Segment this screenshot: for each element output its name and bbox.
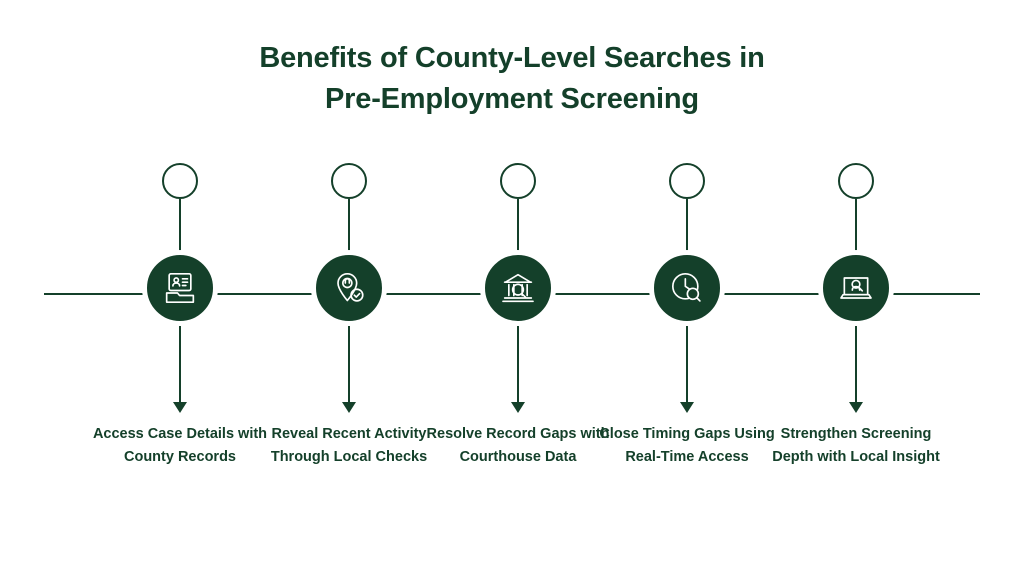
node-stem-up <box>855 199 857 251</box>
clock-search-icon <box>667 268 707 308</box>
node-stem-up <box>517 199 519 251</box>
page-title-line-1: Benefits of County-Level Searches in <box>259 42 765 74</box>
node-label: Reveal Recent Activity Through Local Checks <box>270 426 428 466</box>
node-stem-down <box>179 326 181 404</box>
node-icon-circle[interactable] <box>818 250 894 326</box>
timeline-node-2 <box>259 0 439 576</box>
page-title-line-2: Pre-Employment Screening <box>325 83 699 116</box>
id-card-folder-icon <box>160 268 200 308</box>
node-bubble <box>500 163 536 199</box>
timeline-node-3 <box>428 0 608 576</box>
node-arrow-head <box>511 402 525 413</box>
location-pin-check-icon <box>329 268 369 308</box>
node-label: Close Timing Gaps Using Real-Time Access <box>599 426 775 466</box>
node-label: Resolve Record Gaps with Courthouse Data <box>426 426 610 466</box>
courthouse-search-icon <box>498 268 538 308</box>
node-bubble <box>838 163 874 199</box>
node-arrow-head <box>849 402 863 413</box>
node-icon-circle[interactable] <box>142 250 218 326</box>
node-icon-circle[interactable] <box>311 250 387 326</box>
node-stem-up <box>348 199 350 251</box>
node-icon-circle[interactable] <box>480 250 556 326</box>
node-arrow-head <box>173 402 187 413</box>
node-bubble <box>669 163 705 199</box>
timeline-node-1 <box>90 0 270 576</box>
node-label: Access Case Details with County Records <box>92 426 268 466</box>
node-label: Strengthen Screening Depth with Local Insight <box>772 426 940 466</box>
laptop-search-icon <box>836 268 876 308</box>
timeline-node-5 <box>766 0 946 576</box>
node-stem-down <box>517 326 519 404</box>
node-stem-down <box>348 326 350 404</box>
node-stem-down <box>855 326 857 404</box>
node-arrow-head <box>342 402 356 413</box>
node-arrow-head <box>680 402 694 413</box>
node-icon-circle[interactable] <box>649 250 725 326</box>
node-stem-up <box>179 199 181 251</box>
node-bubble <box>162 163 198 199</box>
timeline-node-4 <box>597 0 777 576</box>
node-stem-down <box>686 326 688 404</box>
node-stem-up <box>686 199 688 251</box>
node-bubble <box>331 163 367 199</box>
